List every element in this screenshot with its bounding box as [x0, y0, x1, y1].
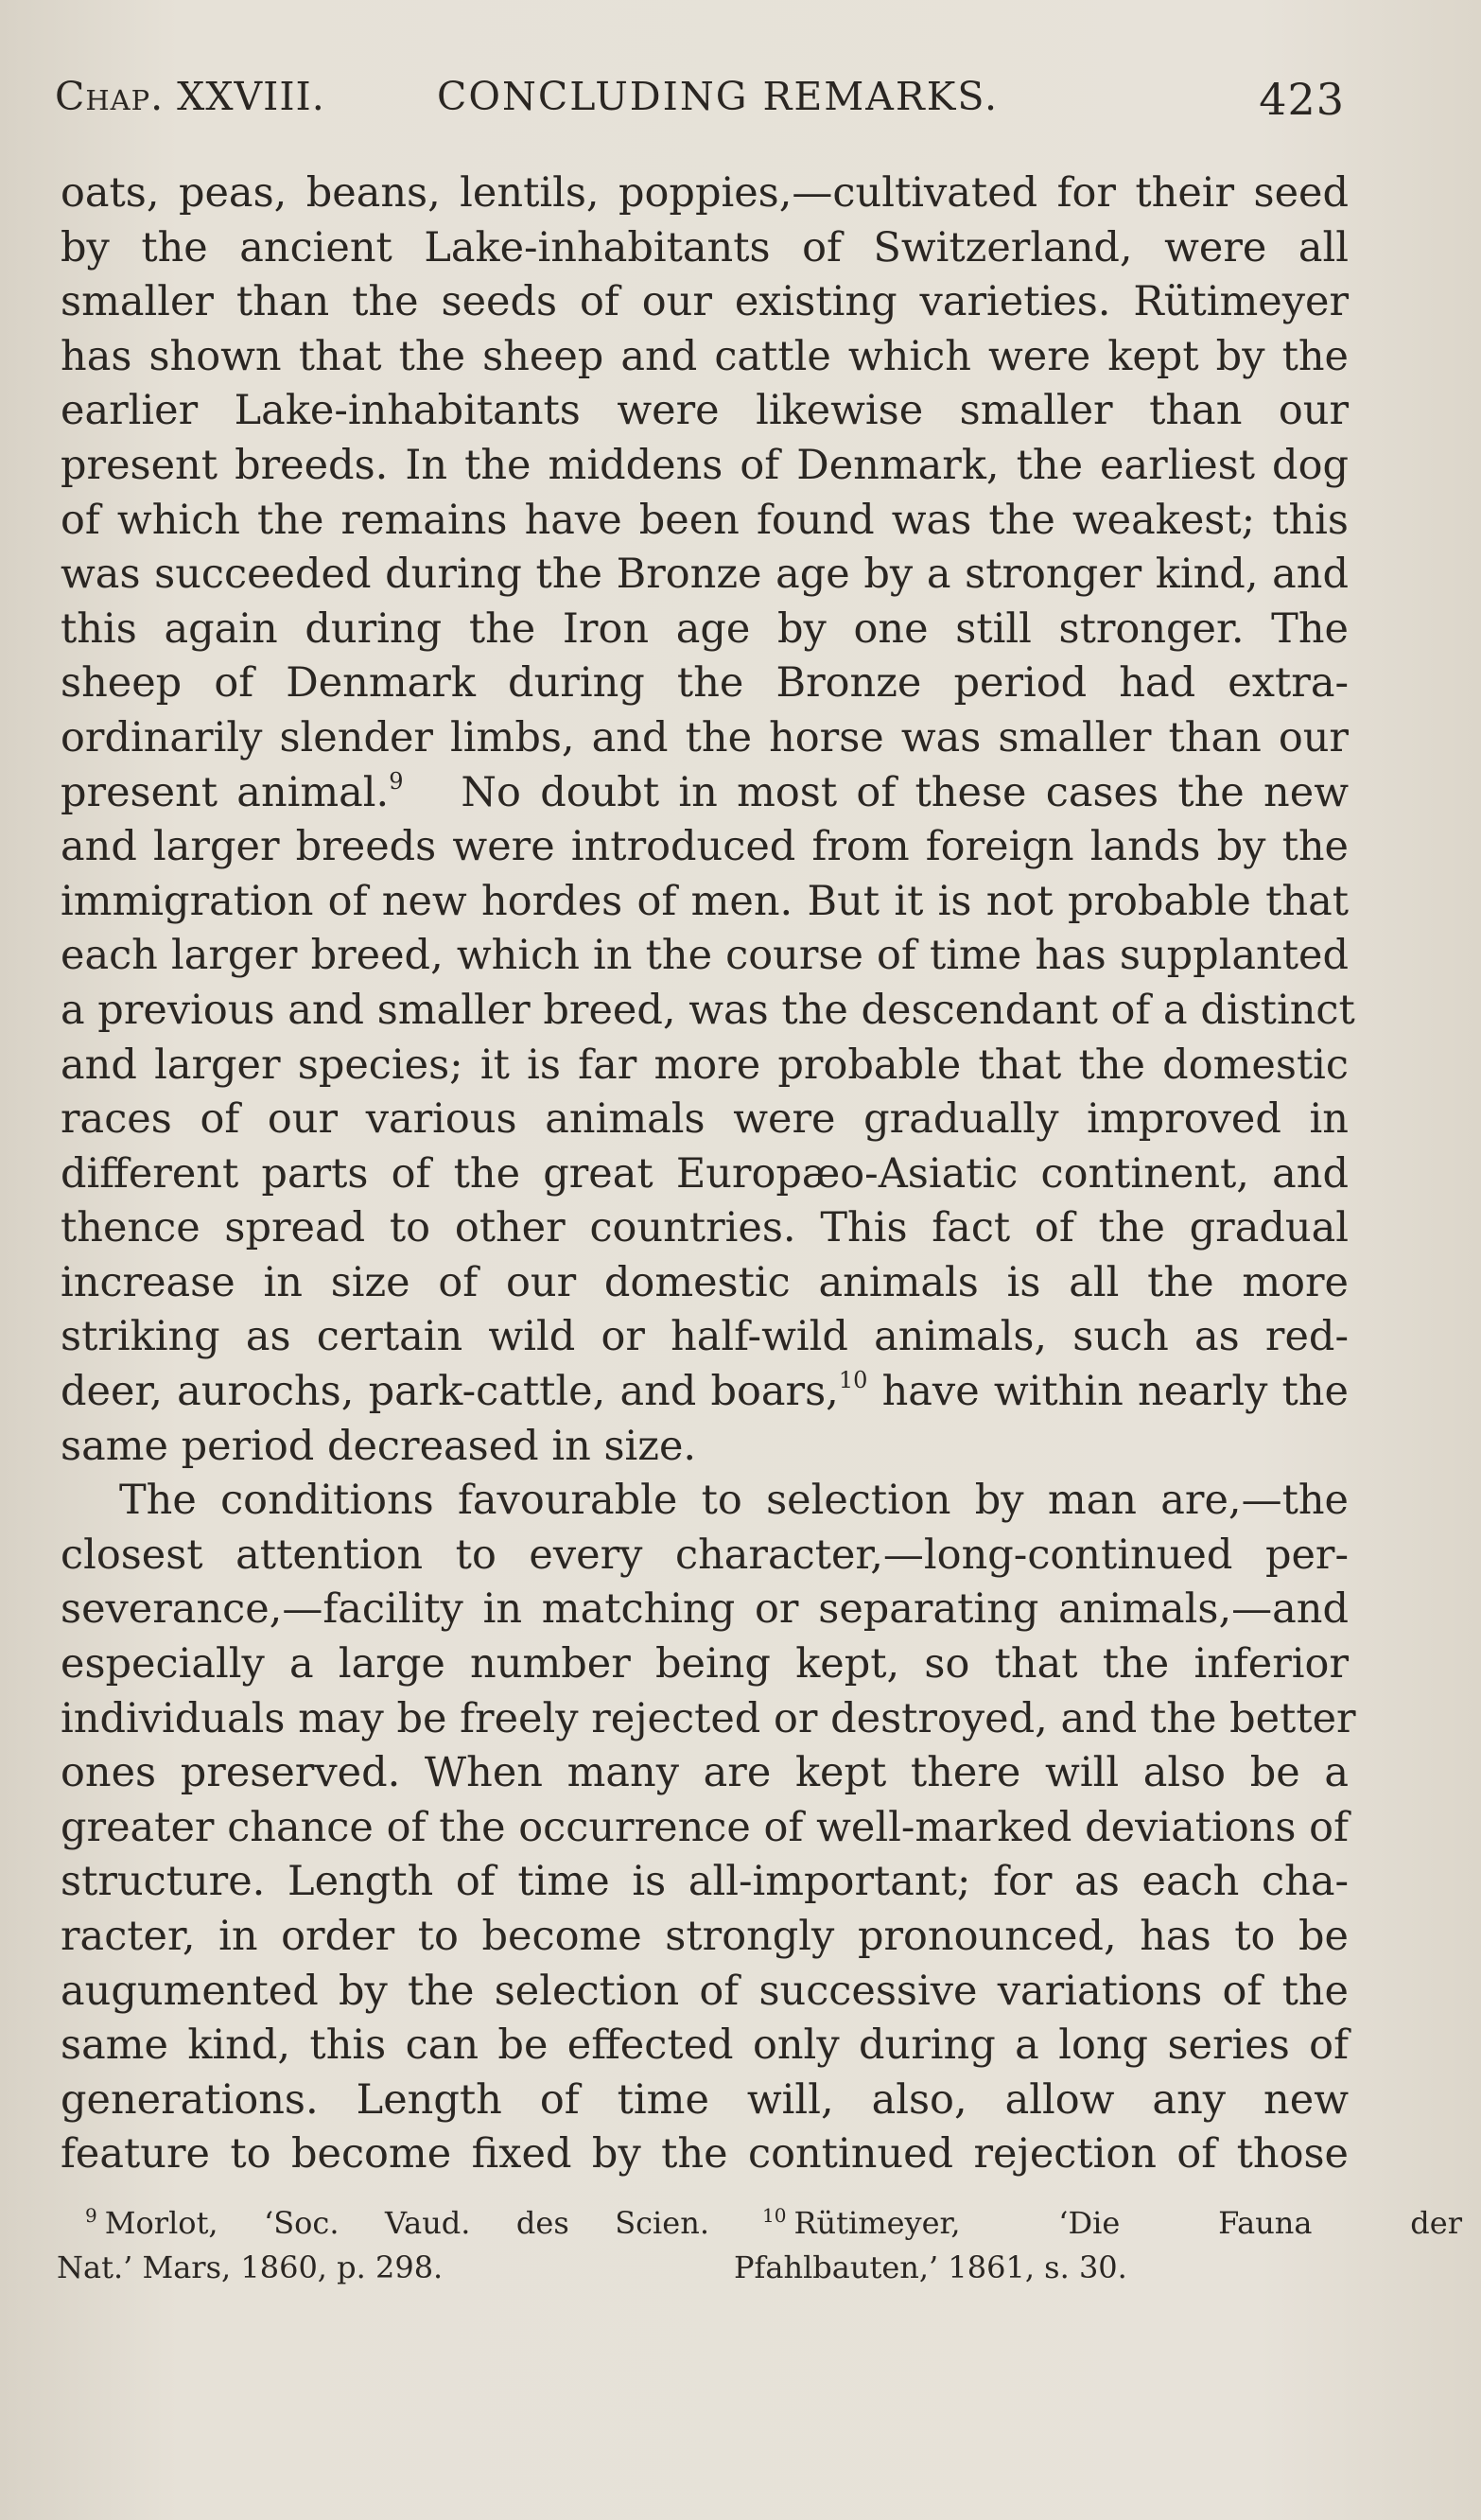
text-line: increase in size of our domestic animals is all the more [61, 1258, 1349, 1306]
text-line: a previous and smaller breed, was the descendant of a distinct [61, 986, 1355, 1034]
text-line-with-footnote-ref [61, 1365, 1349, 1420]
text-line: closest attention to every character,—long-continued per- [61, 1531, 1349, 1579]
text-line: structure. Length of time is all-important; for as each cha- [61, 1858, 1349, 1906]
text-line: was succeeded during the Bronze age by a stronger kind, and [61, 551, 1349, 599]
footnote-text: Pfahlbauten,’ 1861, s. 30. [734, 2249, 1127, 2285]
text-line: and larger species; it is far more probable that the domestic [61, 1041, 1349, 1089]
text-line: feature to become fixed by the continued rejection of those [61, 2130, 1349, 2179]
running-head [55, 74, 1345, 131]
footnote-number: 10 [762, 2204, 787, 2227]
text-line: has shown that the sheep and cattle which were kept by the [61, 332, 1349, 380]
footnote-line [762, 2201, 1462, 2246]
text-line: ordinarily slender limbs, and the horse was smaller than our [61, 713, 1349, 761]
footnote-ref-10: 10 [838, 1367, 868, 1394]
text-line: present breeds. In the middens of Denmark, the earliest dog [61, 441, 1349, 489]
text-line: generations. Length of time will, also, allow any new [61, 2075, 1349, 2124]
text-line: each larger breed, which in the course of time has supplanted [61, 932, 1349, 980]
footnote-ref-9: 9 [389, 767, 404, 795]
text-line: earlier Lake-inhabitants were likewise smaller than our [61, 387, 1349, 435]
text-line: ones preserved. When many are kept there will also be a [61, 1749, 1349, 1797]
footnote-9 [57, 2201, 709, 2290]
text-line: immigration of new hordes of men. But it is not probable that [61, 877, 1349, 925]
text-line: same period decreased in size. [61, 1422, 697, 1470]
text-segment: present animal. [61, 768, 390, 816]
text-line: greater chance of the occurrence of well-marked deviations of [61, 1803, 1349, 1851]
paragraph-2 [61, 1474, 1356, 2182]
text-segment: have within nearly the [881, 1368, 1349, 1416]
footnote-number: 9 [85, 2204, 97, 2227]
text-line: racter, in order to become strongly pronounced, has to be [61, 1913, 1349, 1960]
text-line: smaller than the seeds of our existing varieties. Rütimeyer [61, 278, 1349, 326]
text-line: oats, peas, beans, lentils, poppies,—cultivated for their seed [61, 169, 1349, 217]
text-line: individuals may be freely rejected or destroyed, and the better [61, 1694, 1356, 1742]
footnote-text: Rütimeyer, ‘Die Fauna der [793, 2205, 1462, 2241]
footnote-10 [734, 2201, 1462, 2290]
text-line: striking as certain wild or half-wild animals, such as red- [61, 1313, 1349, 1361]
text-line: races of our various animals were gradually improved in [61, 1095, 1349, 1144]
text-line: of which the remains have been found was the weakest; this [61, 496, 1349, 544]
text-line: sheep of Denmark during the Bronze period had extra- [61, 659, 1349, 708]
footnote-text: Morlot, ‘Soc. Vaud. des Scien. [104, 2205, 709, 2241]
chapter-label: Chap. XXVIII. [55, 74, 325, 119]
footnote-text: Nat.’ Mars, 1860, p. 298. [57, 2249, 444, 2285]
text-line: same kind, this can be effected only during a long series of [61, 2021, 1349, 2070]
text-line: this again during the Iron age by one still stronger. The [61, 604, 1349, 653]
page-number: 423 [1259, 74, 1345, 125]
text-line: and larger breeds were introduced from foreign lands by the [61, 823, 1349, 871]
text-line: especially a large number being kept, so that the inferior [61, 1640, 1349, 1689]
chapter-title: CONCLUDING REMARKS. [437, 74, 1000, 119]
text-segment: No doubt in most of these cases the new [461, 768, 1349, 816]
text-segment: deer, aurochs, park-cattle, and boars, [61, 1368, 839, 1416]
paragraph-1 [61, 166, 1355, 1474]
body-text [61, 166, 1356, 2182]
text-line: thence spread to other countries. This fact of the gradual [61, 1204, 1349, 1252]
text-line: The conditions favourable to selection by man are,—the [119, 1477, 1349, 1525]
text-line: by the ancient Lake-inhabitants of Switzerland, were all [61, 223, 1349, 271]
text-line: different parts of the great Europæo-Asiatic continent, and [61, 1149, 1349, 1198]
text-line-with-footnote-ref [61, 766, 1349, 821]
footnote-line [85, 2201, 709, 2246]
text-line: severance,—facility in matching or separating animals,—and [61, 1585, 1349, 1634]
text-line: augumented by the selection of successive variations of the [61, 1967, 1349, 2015]
